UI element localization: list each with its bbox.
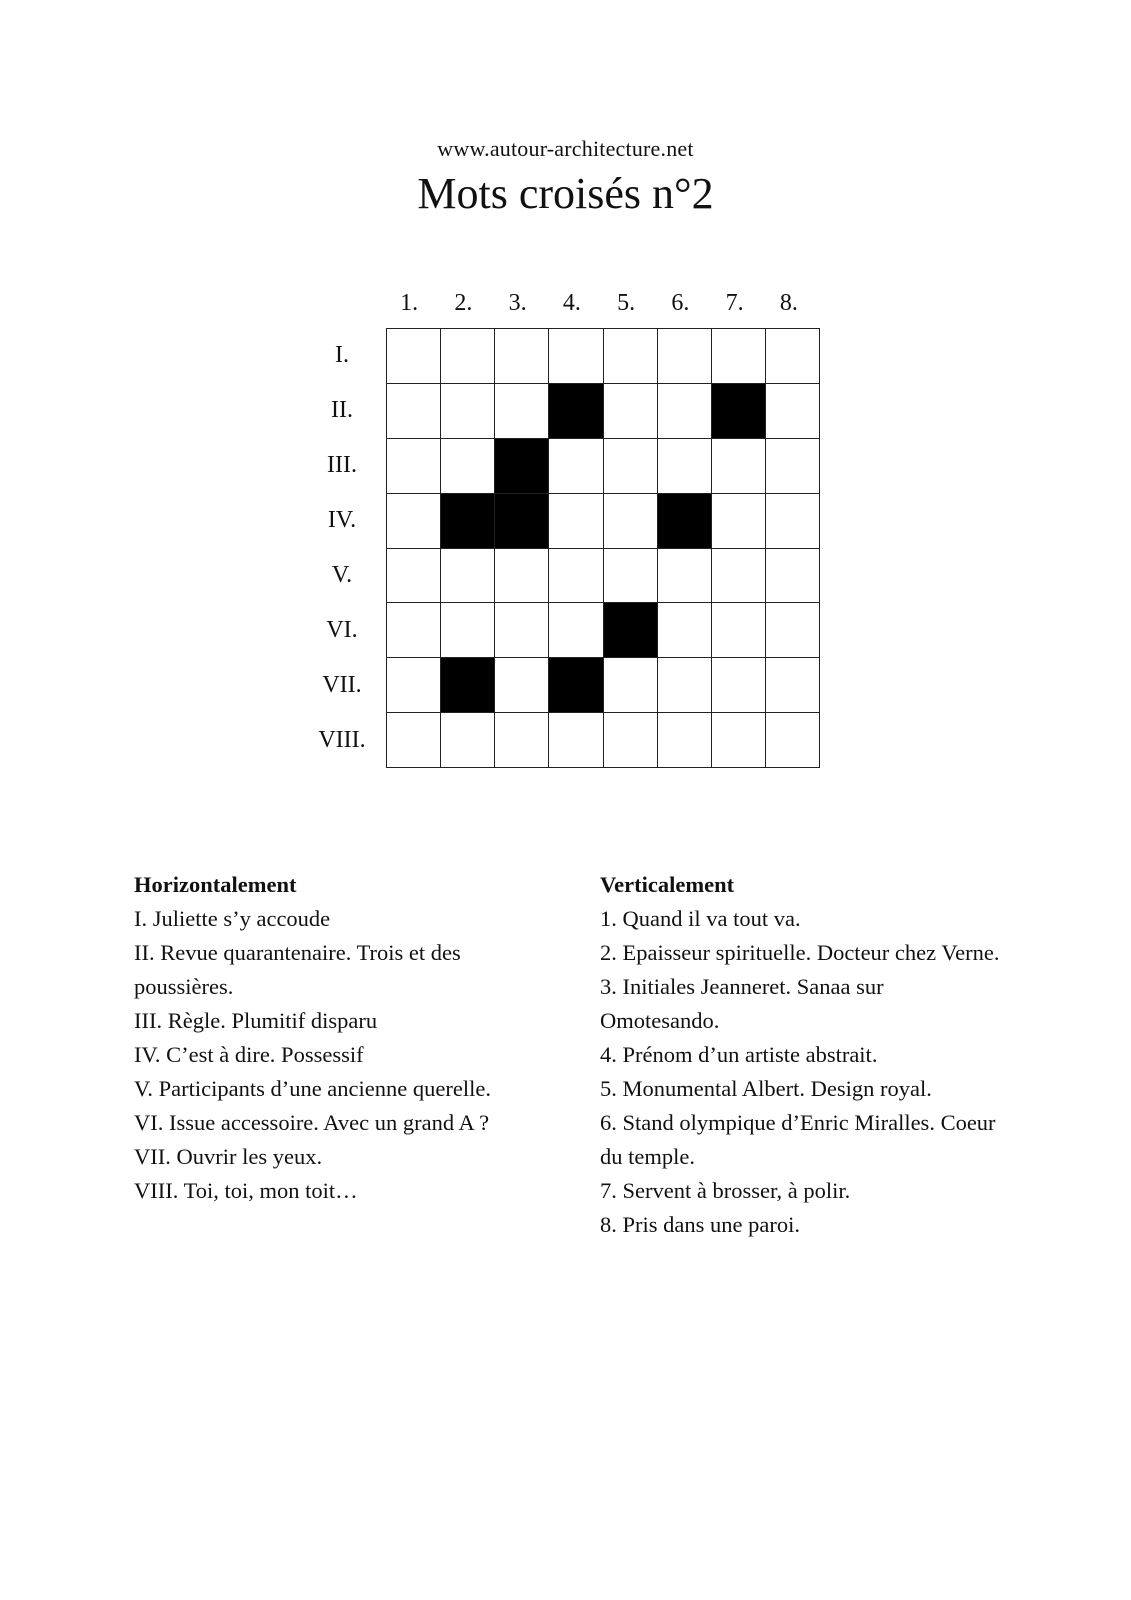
grid-cell[interactable]	[712, 329, 766, 384]
grid-cell[interactable]	[604, 494, 658, 549]
grid-cell[interactable]	[712, 603, 766, 658]
grid-cell[interactable]	[658, 603, 712, 658]
crossword-grid	[386, 328, 820, 768]
grid-cell[interactable]	[441, 603, 495, 658]
grid-cell[interactable]	[495, 713, 549, 768]
grid-cell[interactable]	[604, 658, 658, 713]
vertical-clue: 7. Servent à brosser, à polir.	[600, 1178, 851, 1203]
horizontal-clues	[134, 868, 544, 1208]
grid-cell[interactable]	[549, 713, 603, 768]
grid-cell[interactable]	[441, 713, 495, 768]
grid-cell[interactable]	[387, 713, 441, 768]
column-label: 7.	[725, 290, 744, 316]
grid-cell[interactable]	[604, 329, 658, 384]
grid-cell[interactable]	[712, 658, 766, 713]
grid-cell[interactable]	[495, 658, 549, 713]
grid-cell[interactable]	[766, 713, 820, 768]
row-label: IV.	[327, 507, 357, 533]
grid-cell-black	[658, 494, 712, 549]
horizontal-clue: VII. Ouvrir les yeux.	[134, 1144, 323, 1169]
vertical-clues-heading: Verticalement	[600, 872, 735, 897]
column-label: 5.	[617, 290, 636, 316]
grid-cell[interactable]	[441, 439, 495, 494]
grid-cell[interactable]	[712, 494, 766, 549]
horizontal-clue: II. Revue quarantenaire. Trois et des poussières.	[134, 940, 461, 999]
grid-cell[interactable]	[604, 713, 658, 768]
grid-cell[interactable]	[387, 549, 441, 604]
grid-cell-black	[549, 658, 603, 713]
grid-cell[interactable]	[766, 329, 820, 384]
grid-cell[interactable]	[766, 494, 820, 549]
vertical-clue: 5. Monumental Albert. Design royal.	[600, 1076, 932, 1101]
grid-cell[interactable]	[766, 384, 820, 439]
grid-cell[interactable]	[766, 549, 820, 604]
grid-cell-black	[495, 439, 549, 494]
horizontal-clues-heading: Horizontalement	[134, 872, 297, 897]
grid-cell[interactable]	[712, 439, 766, 494]
vertical-clue: 6. Stand olympique d’Enric Miralles. Coeur du temple.	[600, 1110, 996, 1169]
grid-cell[interactable]	[549, 603, 603, 658]
grid-cell-black	[441, 658, 495, 713]
grid-cell-black	[441, 494, 495, 549]
grid-cell-black	[495, 494, 549, 549]
grid-cell[interactable]	[658, 329, 712, 384]
grid-cell-black	[712, 384, 766, 439]
grid-cell[interactable]	[712, 713, 766, 768]
grid-cell[interactable]	[604, 384, 658, 439]
row-label: II.	[331, 397, 353, 423]
row-label: VIII.	[318, 727, 366, 753]
column-label: 1.	[400, 290, 419, 316]
page-title: Mots croisés n°2	[417, 169, 714, 218]
horizontal-clue: IV. C’est à dire. Possessif	[134, 1042, 364, 1067]
row-label: VII.	[322, 672, 362, 698]
column-label: 2.	[454, 290, 473, 316]
grid-cell[interactable]	[658, 713, 712, 768]
row-label: III.	[327, 452, 357, 478]
column-label: 6.	[671, 290, 690, 316]
vertical-clue: 8. Pris dans une paroi.	[600, 1212, 800, 1237]
vertical-clue: 2. Epaisseur spirituelle. Docteur chez Verne.	[600, 940, 1000, 965]
grid-cell[interactable]	[549, 439, 603, 494]
grid-cell[interactable]	[441, 329, 495, 384]
vertical-clue: 3. Initiales Jeanneret. Sanaa sur Omotesando.	[600, 974, 884, 1033]
column-label: 8.	[779, 290, 798, 316]
site-url: www.autour-architecture.net	[437, 136, 694, 161]
grid-cell[interactable]	[387, 329, 441, 384]
grid-cell[interactable]	[604, 549, 658, 604]
grid-cell[interactable]	[712, 549, 766, 604]
row-label: V.	[331, 562, 353, 588]
vertical-clue: 4. Prénom d’un artiste abstrait.	[600, 1042, 878, 1067]
vertical-clues	[600, 868, 1000, 1242]
row-headers	[310, 328, 374, 768]
grid-cell[interactable]	[387, 494, 441, 549]
grid-cell[interactable]	[658, 384, 712, 439]
horizontal-clue: V. Participants d’une ancienne querelle.	[134, 1076, 491, 1101]
grid-cell[interactable]	[387, 439, 441, 494]
column-label: 4.	[562, 290, 581, 316]
horizontal-clue: I. Juliette s’y accoude	[134, 906, 331, 931]
grid-cell[interactable]	[441, 384, 495, 439]
grid-cell[interactable]	[441, 549, 495, 604]
grid-cell[interactable]	[549, 329, 603, 384]
grid-cell-black	[549, 384, 603, 439]
horizontal-clue: VI. Issue accessoire. Avec un grand A ?	[134, 1110, 490, 1135]
grid-cell[interactable]	[766, 603, 820, 658]
grid-cell[interactable]	[549, 494, 603, 549]
grid-cell[interactable]	[495, 549, 549, 604]
vertical-clue: 1. Quand il va tout va.	[600, 906, 801, 931]
grid-cell[interactable]	[387, 384, 441, 439]
grid-cell[interactable]	[658, 549, 712, 604]
grid-cell[interactable]	[766, 658, 820, 713]
grid-cell[interactable]	[495, 384, 549, 439]
column-label: 3.	[508, 290, 527, 316]
row-label: VI.	[326, 617, 358, 643]
grid-cell[interactable]	[658, 439, 712, 494]
grid-cell-black	[604, 603, 658, 658]
grid-cell[interactable]	[658, 658, 712, 713]
grid-cell[interactable]	[766, 439, 820, 494]
horizontal-clue: III. Règle. Plumitif disparu	[134, 1008, 378, 1033]
grid-cell[interactable]	[604, 439, 658, 494]
column-headers	[382, 290, 816, 320]
grid-cell[interactable]	[387, 603, 441, 658]
grid-cell[interactable]	[387, 658, 441, 713]
row-label: I.	[335, 342, 349, 368]
grid-cell[interactable]	[549, 549, 603, 604]
grid-cell[interactable]	[495, 329, 549, 384]
horizontal-clue: VIII. Toi, toi, mon toit…	[134, 1178, 358, 1203]
grid-cell[interactable]	[495, 603, 549, 658]
